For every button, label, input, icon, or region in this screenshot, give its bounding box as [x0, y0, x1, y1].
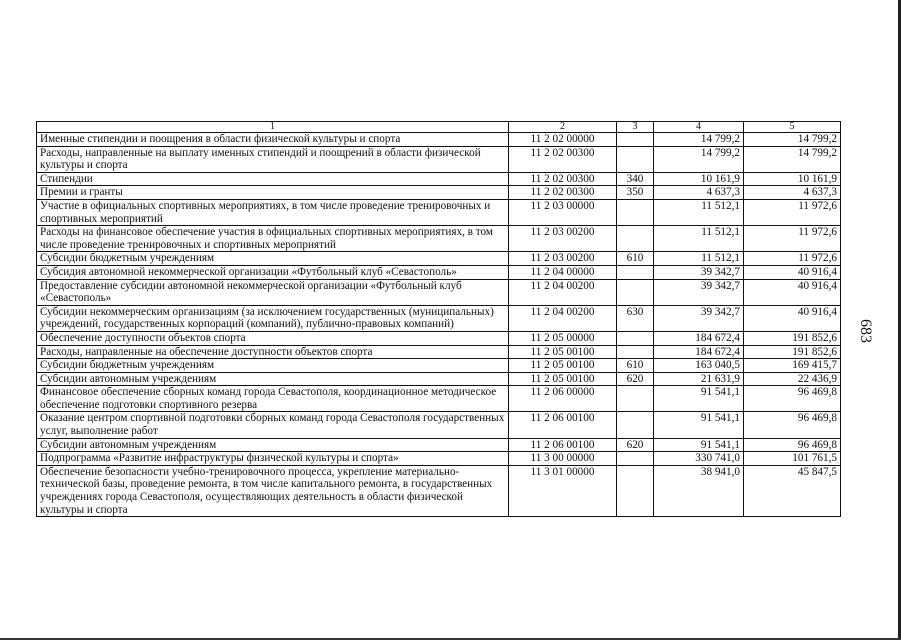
cell-value-4: 11 512,1	[654, 199, 744, 225]
budget-table	[36, 121, 841, 517]
cell-value-5: 40 916,4	[744, 279, 841, 305]
cell-vr	[617, 412, 654, 438]
cell-code: 11 3 01 00000	[509, 465, 617, 516]
header-col-1: 1	[37, 122, 509, 133]
cell-value-5: 96 469,8	[744, 412, 841, 438]
table-row	[37, 331, 841, 345]
cell-code: 11 3 00 00000	[509, 452, 617, 466]
table-row	[37, 345, 841, 359]
cell-code: 11 2 05 00100	[509, 359, 617, 373]
cell-value-4: 10 161,9	[654, 172, 744, 186]
cell-code: 11 2 03 00200	[509, 226, 617, 252]
cell-value-4: 14 799,2	[654, 133, 744, 147]
table-body	[37, 133, 841, 517]
cell-vr	[617, 133, 654, 147]
cell-value-4: 184 672,4	[654, 331, 744, 345]
cell-name: Участие в официальных спортивных мероприятиях, в том числе проведение тренировочных и спортивных мероприятий	[37, 199, 509, 225]
cell-value-5: 96 469,8	[744, 438, 841, 452]
cell-value-5: 11 972,6	[744, 226, 841, 252]
cell-name: Субсидии некоммерческим организациям (за исключением государственных (муниципальных) учреждений, государственных корпораций (компаний), публично-правовых компаний)	[37, 305, 509, 331]
cell-code: 11 2 02 00300	[509, 172, 617, 186]
cell-name: Подпрограмма «Развитие инфраструктуры физической культуры и спорта»	[37, 452, 509, 466]
table-row	[37, 186, 841, 200]
table-row	[37, 465, 841, 516]
cell-value-4: 39 342,7	[654, 279, 744, 305]
cell-vr	[617, 279, 654, 305]
cell-vr	[617, 265, 654, 279]
cell-value-5: 22 436,9	[744, 372, 841, 386]
table-row	[37, 252, 841, 266]
cell-name: Стипендии	[37, 172, 509, 186]
table-row	[37, 359, 841, 373]
cell-vr: 340	[617, 172, 654, 186]
cell-name: Оказание центром спортивной подготовки сборных команд города Севастополя государственных услуг, выполнение работ	[37, 412, 509, 438]
cell-value-5: 11 972,6	[744, 199, 841, 225]
cell-name: Субсидии автономным учреждениям	[37, 372, 509, 386]
cell-value-4: 39 342,7	[654, 305, 744, 331]
cell-code: 11 2 05 00000	[509, 331, 617, 345]
cell-value-5: 40 916,4	[744, 265, 841, 279]
cell-value-4: 91 541,1	[654, 386, 744, 412]
cell-code: 11 2 02 00300	[509, 146, 617, 172]
header-col-4: 4	[654, 122, 744, 133]
cell-vr: 350	[617, 186, 654, 200]
cell-value-4: 91 541,1	[654, 412, 744, 438]
cell-value-5: 96 469,8	[744, 386, 841, 412]
cell-name: Финансовое обеспечение сборных команд города Севастополя, координационное методическое обеспечение подготовки спортивного резерва	[37, 386, 509, 412]
cell-value-4: 38 941,0	[654, 465, 744, 516]
cell-value-5: 4 637,3	[744, 186, 841, 200]
table-row	[37, 372, 841, 386]
cell-vr	[617, 345, 654, 359]
cell-name: Премии и гранты	[37, 186, 509, 200]
cell-name: Субсидии автономным учреждениям	[37, 438, 509, 452]
cell-code: 11 2 05 00100	[509, 372, 617, 386]
cell-value-5: 101 761,5	[744, 452, 841, 466]
cell-code: 11 2 04 00200	[509, 305, 617, 331]
cell-vr: 620	[617, 372, 654, 386]
header-col-2: 2	[509, 122, 617, 133]
cell-value-5: 14 799,2	[744, 133, 841, 147]
table-row	[37, 452, 841, 466]
cell-value-4: 11 512,1	[654, 226, 744, 252]
table-row	[37, 279, 841, 305]
cell-value-5: 10 161,9	[744, 172, 841, 186]
cell-vr	[617, 199, 654, 225]
header-col-5: 5	[744, 122, 841, 133]
cell-code: 11 2 03 00000	[509, 199, 617, 225]
cell-value-4: 91 541,1	[654, 438, 744, 452]
cell-value-5: 191 852,6	[744, 345, 841, 359]
cell-code: 11 2 06 00100	[509, 438, 617, 452]
cell-vr	[617, 386, 654, 412]
table-row	[37, 412, 841, 438]
cell-code: 11 2 02 00300	[509, 186, 617, 200]
cell-vr	[617, 452, 654, 466]
cell-vr: 630	[617, 305, 654, 331]
table-row	[37, 226, 841, 252]
header-row	[37, 122, 841, 133]
cell-code: 11 2 03 00200	[509, 252, 617, 266]
table-row	[37, 172, 841, 186]
table-row	[37, 438, 841, 452]
page-number: 683	[857, 319, 874, 343]
cell-name: Предоставление субсидии автономной некоммерческой организации «Футбольный клуб «Севастополь»	[37, 279, 509, 305]
cell-name: Обеспечение доступности объектов спорта	[37, 331, 509, 345]
cell-vr	[617, 331, 654, 345]
table-row	[37, 305, 841, 331]
cell-value-5: 45 847,5	[744, 465, 841, 516]
cell-value-4: 163 040,5	[654, 359, 744, 373]
cell-vr	[617, 226, 654, 252]
cell-vr	[617, 465, 654, 516]
cell-value-4: 11 512,1	[654, 252, 744, 266]
cell-value-5: 11 972,6	[744, 252, 841, 266]
cell-value-4: 39 342,7	[654, 265, 744, 279]
cell-vr: 610	[617, 252, 654, 266]
cell-code: 11 2 04 00200	[509, 279, 617, 305]
cell-code: 11 2 04 00000	[509, 265, 617, 279]
cell-name: Субсидии бюджетным учреждениям	[37, 359, 509, 373]
cell-value-5: 14 799,2	[744, 146, 841, 172]
cell-value-5: 169 415,7	[744, 359, 841, 373]
cell-name: Расходы на финансовое обеспечение участия в официальных спортивных мероприятиях, в том числе проведение тренировочных и спортивных мероприятий	[37, 226, 509, 252]
table-row	[37, 133, 841, 147]
cell-value-5: 40 916,4	[744, 305, 841, 331]
header-col-3: 3	[617, 122, 654, 133]
cell-name: Субсидия автономной некоммерческой организации «Футбольный клуб «Севастополь»	[37, 265, 509, 279]
cell-vr	[617, 146, 654, 172]
cell-value-4: 21 631,9	[654, 372, 744, 386]
cell-vr: 620	[617, 438, 654, 452]
cell-code: 11 2 05 00100	[509, 345, 617, 359]
cell-name: Субсидии бюджетным учреждениям	[37, 252, 509, 266]
table-row	[37, 265, 841, 279]
cell-name: Именные стипендии и поощрения в области физической культуры и спорта	[37, 133, 509, 147]
cell-name: Расходы, направленные на выплату именных стипендий и поощрений в области физической культуры и спорта	[37, 146, 509, 172]
table-row	[37, 146, 841, 172]
cell-name: Обеспечение безопасности учебно-тренировочного процесса, укрепление материально-технической базы, проведение ремонта, в том числе капитального ремонта, в государственных учреждениях города Севастополя, осуществляющих деятельность в области физической культуры и спорта	[37, 465, 509, 516]
cell-value-4: 184 672,4	[654, 345, 744, 359]
cell-value-4: 14 799,2	[654, 146, 744, 172]
table-row	[37, 386, 841, 412]
table-row	[37, 199, 841, 225]
cell-value-4: 4 637,3	[654, 186, 744, 200]
cell-code: 11 2 06 00100	[509, 412, 617, 438]
cell-code: 11 2 06 00000	[509, 386, 617, 412]
cell-value-5: 191 852,6	[744, 331, 841, 345]
cell-code: 11 2 02 00000	[509, 133, 617, 147]
cell-name: Расходы, направленные на обеспечение доступности объектов спорта	[37, 345, 509, 359]
cell-value-4: 330 741,0	[654, 452, 744, 466]
cell-vr: 610	[617, 359, 654, 373]
